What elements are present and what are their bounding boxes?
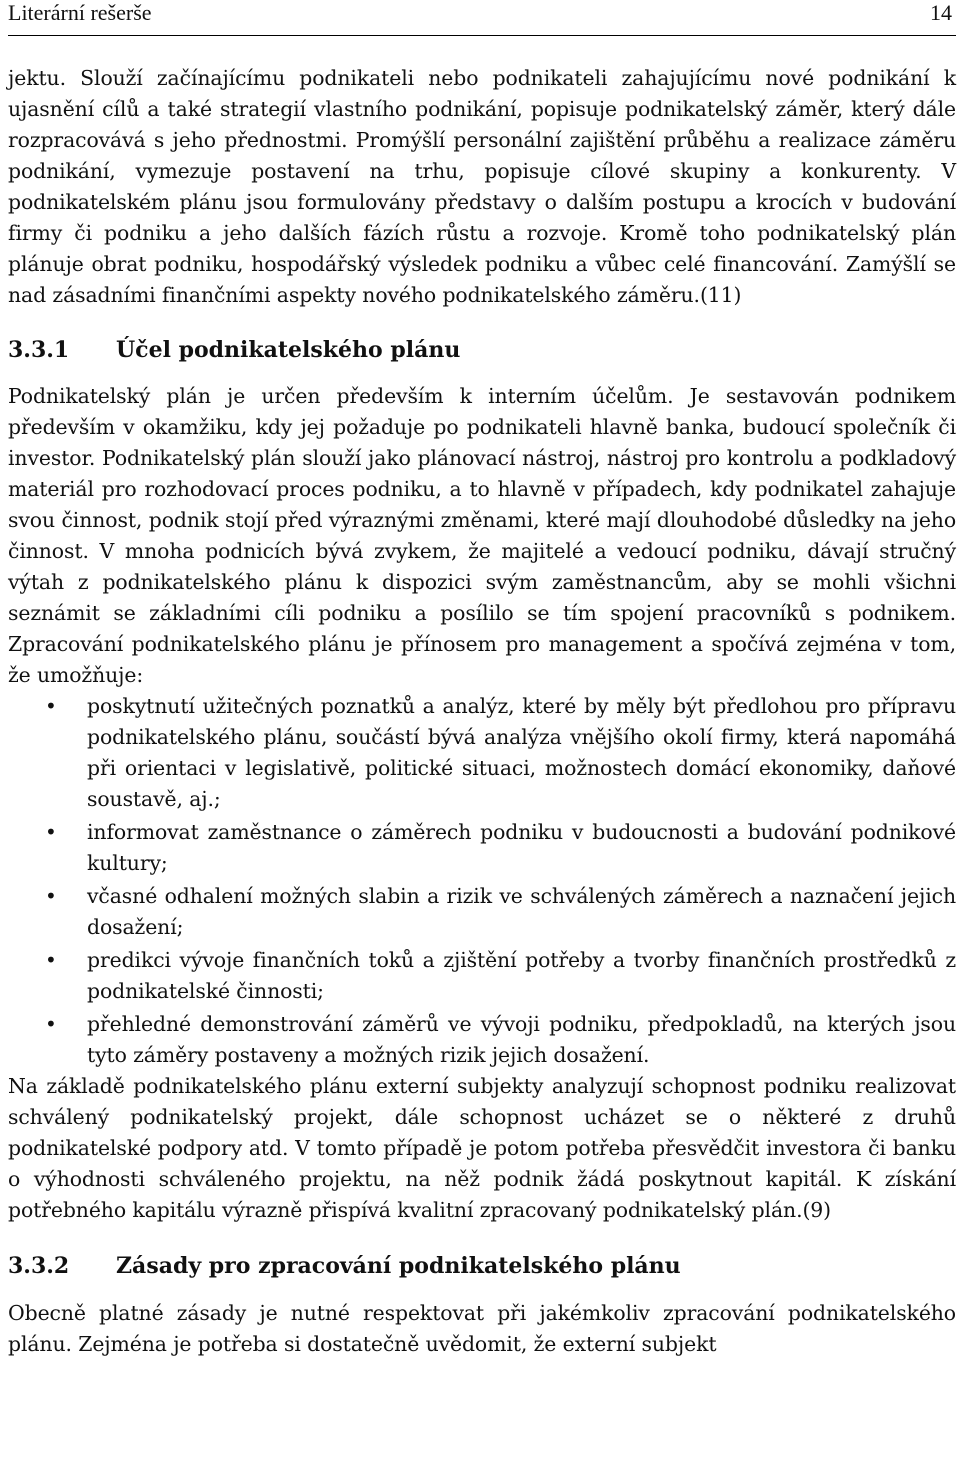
intro-paragraph: jektu. Slouží začínajícímu podnikateli nebo podnikateli zahajujícímu nové podnikání k ujasnění cílů a také strategií vlastního podnikání, popisuje podnikatelský záměr, který dále rozpracovává s jeho přednostmi. Promýšlí personální zajištění průběhu a realizace záměru podnikání, vymezuje postavení na trhu, popisuje cílové skupiny a konkurenty. V podnikatelském plánu jsou formulovány představy o dalším postupu a krocích v budování firmy či podniku a jeho dalších fázích růstu a rozvoje. Kromě toho podnikatelský plán plánuje obrat podniku, hospodářský výsledek podniku a vůbec celé financování. Zamýšlí se nad zásadními finančními aspekty nového podnikatelského záměru.(11) (8, 66, 956, 307)
list-item (8, 945, 956, 1007)
purpose-paragraph: Podnikatelský plán je určen především k interním účelům. Je sestavován podnikem především v okamžiku, kdy jej požaduje po podnikateli hlavně banka, budoucí společník či investor. Podnikatelský plán slouží jako plánovací nástroj, nástroj pro kontrolu a podkladový materiál pro rozhodovací proces podniku, a to hlavně v případech, kdy podnikatel zahajuje svou činnost, podnik stojí před výraznými změnami, které mají dlouhodobé důsledky na jeho činnost. V mnoha podnicích bývá zvykem, že majitelé a vedoucí podniku, dávají stručný výtah z podnikatelského plánu k dispozici svým zaměstnancům, aby se mohli všichni seznámit se základními cíli podniku a posílilo se tím spojení pracovníků s podnikem. Zpracování podnikatelského plánu je přínosem pro management a spočívá zejména v tom, že umožňuje: (8, 384, 956, 687)
bullet-icon: • (45, 1012, 57, 1036)
list-item-text: včasné odhalení možných slabin a rizik ve schválených záměrech a naznačení jejich dosažení; (87, 884, 956, 939)
section-number: 3.3.1 (8, 337, 70, 363)
section-title: Zásady pro zpracování podnikatelského plánu (116, 1253, 681, 1279)
external-paragraph: Na základě podnikatelského plánu externí subjekty analyzují schopnost podniku realizovat schválený podnikatelský projekt, dále schopnost ucházet se o některé z druhů podnikatelské podpory atd. V tomto případě je potom potřeba přesvědčit investora či banku o výhodnosti schváleného projektu, na něž podnik žádá poskytnout kapitál. K získání potřebného kapitálu výrazně přispívá kvalitní zpracovaný podnikatelský plán.(9) (8, 1074, 956, 1222)
section-number: 3.3.2 (8, 1253, 70, 1279)
benefits-list (8, 691, 956, 1071)
bullet-icon: • (45, 820, 57, 844)
list-item (8, 691, 956, 815)
bullet-icon: • (45, 948, 57, 972)
section-heading-3-3-2 (8, 1251, 956, 1281)
list-item-text: informovat zaměstnance o záměrech podniku v budoucnosti a budování podnikové kultury; (87, 820, 956, 875)
running-header (8, 0, 956, 36)
list-item (8, 881, 956, 943)
bullet-icon: • (45, 694, 57, 718)
list-item-text: přehledné demonstrování záměrů ve vývoji podniku, předpokladů, na kterých jsou tyto záměry postaveny a možných rizik jejich dosažení. (87, 1012, 956, 1067)
section-title: Účel podnikatelského plánu (116, 337, 461, 363)
bullet-icon: • (45, 884, 57, 908)
header-title: Literární rešerše (8, 0, 152, 25)
list-item-text: poskytnutí užitečných poznatků a analýz, které by měly být předlohou pro přípravu podnikatelského plánu, součástí bývá analýza vnějšího okolí firmy, která napomáhá při orientaci v legislativě, politické situaci, možnostech domácí ekonomiky, daňové soustavě, aj.; (87, 694, 956, 811)
page-number: 14 (930, 0, 952, 25)
document-page (8, 0, 956, 1360)
principles-paragraph: Obecně platné zásady je nutné respektovat při jakémkoliv zpracování podnikatelského plánu. Zejména je potřeba si dostatečně uvědomit, že externí subjekt (8, 1301, 956, 1356)
section-heading-3-3-1 (8, 335, 956, 365)
list-item (8, 1009, 956, 1071)
list-item (8, 817, 956, 879)
list-item-text: predikci vývoje finančních toků a zjištění potřeby a tvorby finančních prostředků z podnikatelské činnosti; (87, 948, 956, 1003)
